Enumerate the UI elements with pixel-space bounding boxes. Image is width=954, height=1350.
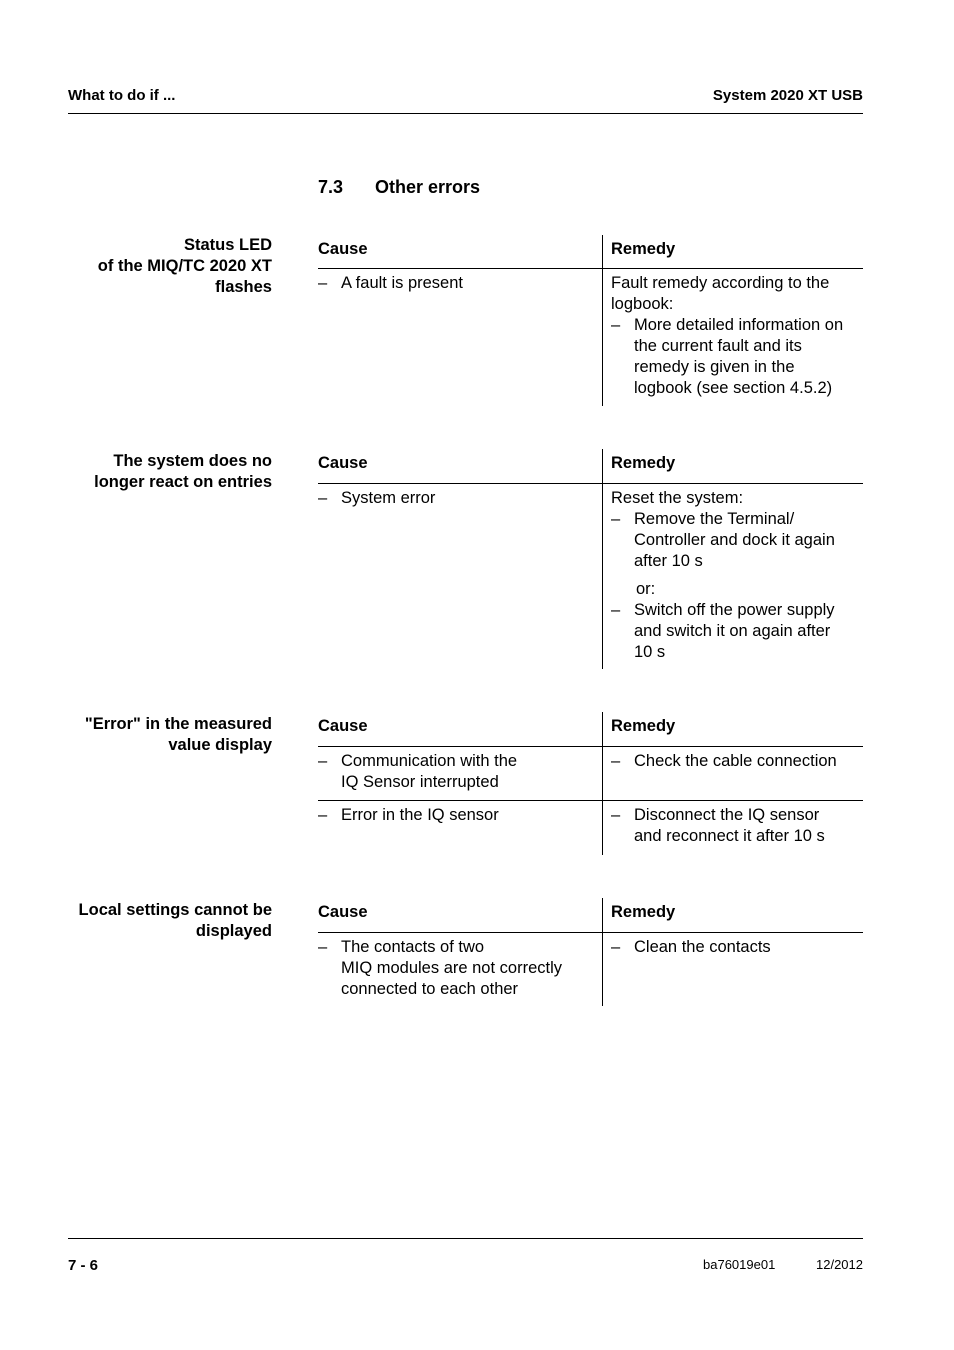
footer-rule (68, 1238, 863, 1239)
page-number: 7 - 6 (68, 1257, 99, 1274)
cause-header: Cause (318, 717, 368, 735)
section-number: 7.3 (318, 177, 344, 197)
problem-title-no-reaction (60, 451, 272, 493)
cause-cell (318, 488, 598, 509)
remedy-item: – Remove the Terminal/ Controller and dock it again after 10 s (611, 509, 863, 572)
cause-header: Cause (318, 454, 368, 472)
remedy-item: – Switch off the power supply and switch it on again after 10 s (611, 600, 863, 663)
cause-remedy-table (318, 898, 863, 1006)
remedy-header: Remedy (611, 454, 676, 472)
remedy-item: – Clean the contacts (611, 937, 863, 958)
problem-title-line: flashes (215, 278, 272, 296)
table-header-rule (318, 268, 863, 269)
remedy-text: Fault remedy according to the (611, 274, 830, 292)
table-header-rule (318, 932, 863, 933)
row-rule (603, 800, 863, 801)
cause-remedy-table (318, 449, 863, 669)
remedy-cell (611, 805, 863, 847)
problem-title-error-display (60, 714, 272, 756)
cause-header: Cause (318, 903, 368, 921)
cause-remedy-table (318, 235, 863, 406)
cause-cell (318, 273, 598, 294)
cause-header: Cause (318, 240, 368, 258)
problem-title-status-led (60, 235, 272, 298)
header-rule (68, 113, 863, 114)
doc-date: 12/2012 (816, 1257, 863, 1272)
problem-title-line: displayed (195, 922, 272, 940)
problem-title-line: value display (168, 736, 272, 754)
remedy-cell (611, 488, 863, 663)
remedy-item: – Disconnect the IQ sensor and reconnect it after 10 s (611, 805, 863, 847)
remedy-text: Reset the system: (611, 489, 744, 507)
header-right: System 2020 XT USB (712, 87, 863, 104)
problem-title-local-settings (60, 900, 272, 942)
problem-title-line: longer react on entries (94, 473, 272, 491)
cause-cell (318, 751, 598, 793)
problem-title-line: The system does no (113, 452, 272, 470)
cause-item: – System error (318, 488, 598, 509)
cause-item: – The contacts of two MIQ modules are not correctly connected to each other (318, 937, 598, 1000)
remedy-header: Remedy (611, 903, 676, 921)
remedy-header: Remedy (611, 717, 676, 735)
problem-title-line: Local settings cannot be (78, 901, 272, 919)
table-header-rule (318, 483, 863, 484)
cause-remedy-table (318, 712, 863, 855)
remedy-item: – Check the cable connection (611, 751, 863, 772)
header-left: What to do if ... (68, 87, 176, 104)
table-column-divider (602, 235, 603, 406)
row-rule (318, 800, 602, 801)
cause-cell (318, 937, 598, 1000)
table-header-rule (318, 746, 863, 747)
problem-title-line: "Error" in the measured (84, 715, 272, 733)
remedy-cell (611, 937, 863, 958)
cause-cell (318, 805, 598, 826)
problem-title-line: Status LED (183, 236, 272, 254)
doc-id: ba76019e01 (703, 1257, 776, 1272)
remedy-cell (611, 751, 863, 772)
remedy-cell (611, 273, 863, 399)
section-title: Other errors (375, 177, 481, 197)
table-column-divider (602, 898, 603, 1006)
remedy-header: Remedy (611, 240, 676, 258)
table-column-divider (602, 449, 603, 669)
remedy-or: or: (636, 580, 656, 598)
cause-item: – Communication with the IQ Sensor interrupted (318, 751, 598, 793)
table-column-divider (602, 712, 603, 855)
remedy-item: – More detailed information on the current fault and its remedy is given in the logbook (see section 4.5.2) (611, 315, 863, 399)
remedy-text: logbook: (611, 295, 674, 313)
cause-item: – A fault is present (318, 273, 598, 294)
cause-item: – Error in the IQ sensor (318, 805, 598, 826)
problem-title-line: of the MIQ/TC 2020 XT (97, 257, 272, 275)
